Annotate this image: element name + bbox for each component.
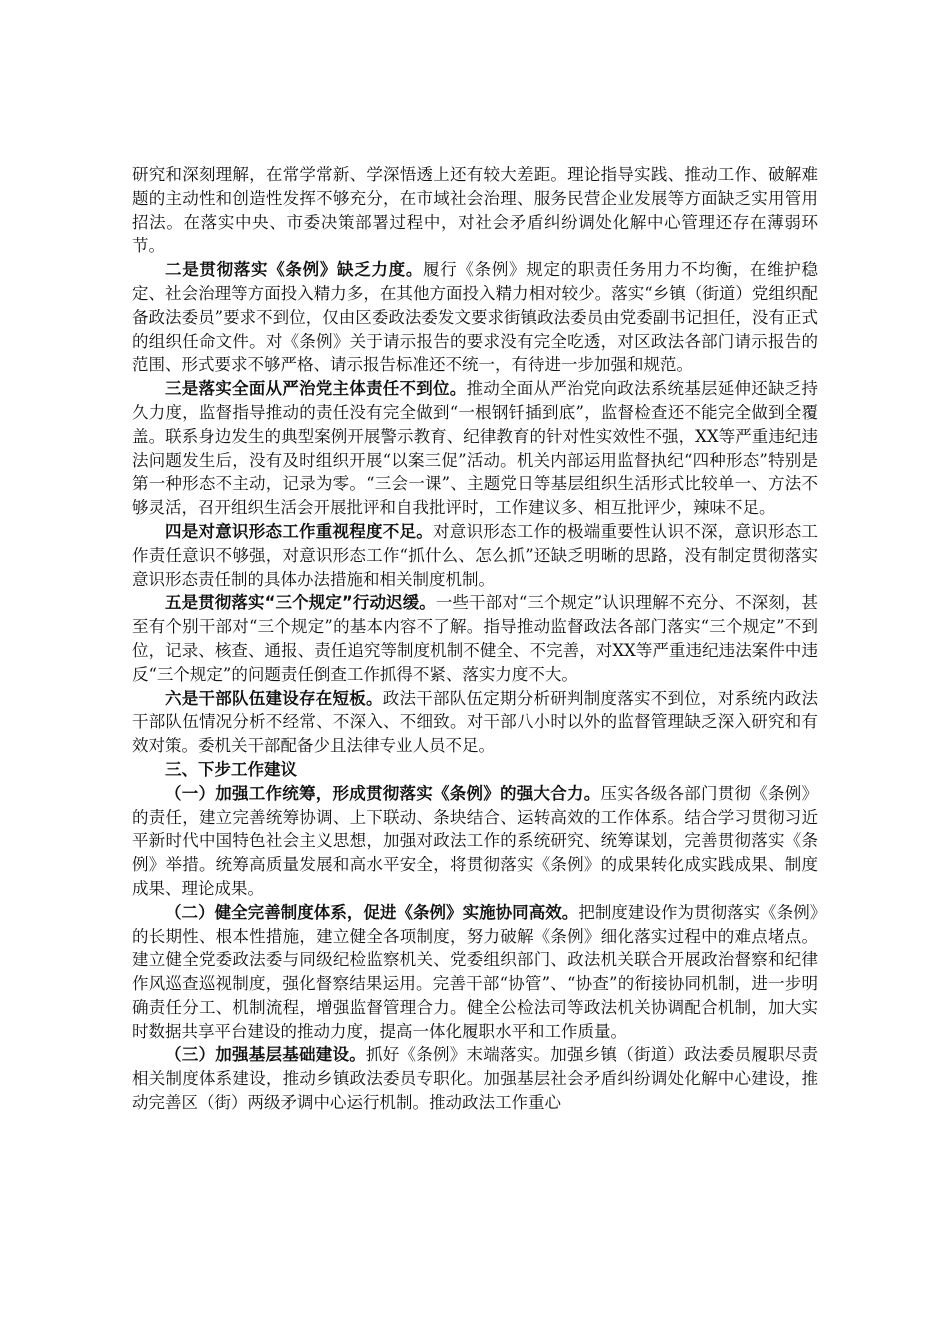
paragraph-lead: 二是贯彻落实《条例》缺乏力度。 [165,260,424,280]
paragraph-text: 一些干部对“三个规定”认识理解不充分、不深刻，甚至有个别干部对“三个规定”的基本内容不了解。指导推动监督政法各部门落实“三个规定”不到位，记录、核查、通报、责任追究等制度机制不健全、不完善，对XX等严重违纪违法案件中违反“三个规定”的问题责任倒查工作抓得不紧、落实力度不大。 [132,593,818,684]
paragraph-point-four [132,520,818,591]
section-heading-next-steps [132,758,818,782]
paragraph-text: 压实各级各部门贯彻《条例》的责任，建立完善统筹协调、上下联动、条块结合、运转高效的工作体系。结合学习贯彻习近平新时代中国特色社会主义思想，加强对政法工作的系统研究、统筹谋划，完善贯彻落实《条例》举措。统筹高质量发展和高水平安全，将贯彻落实《条例》的成果转化成实践成果、制度成果、理论成果。 [132,783,818,898]
paragraph-text: 对意识形态工作的极端重要性认识不深，意识形态工作责任意识不够强，对意识形态工作“抓什么、怎么抓”还缺乏明晰的思路，没有制定贯彻落实意识形态责任制的具体办法措施和相关制度机制。 [132,521,818,589]
paragraph-point-three [132,377,818,520]
paragraph-lead: （一）加强工作统筹，形成贯彻落实《条例》的强大合力。 [165,783,601,803]
paragraph-suggestion-three [132,1043,818,1114]
paragraph-text: 推动全面从严治党向政法系统基层延伸还缺乏持久力度，监督指导推动的责任没有完全做到“一根钢钎插到底”，监督检查还不能完全做到全覆盖。联系身边发生的典型案例开展警示教育、纪律教育的针对性实效性不强，XX等严重违纪违法问题发生后，没有及时组织开展“以案三促”活动。机关内部运用监督执纪“四种形态”特别是第一种形态不主动，记录为零。“三会一课”、主题党日等基层组织生活形式比较单一、方法不够灵活，召开组织生活会开展批评和自我批评时，工作建议多、相互批评少，辣味不足。 [132,379,818,518]
paragraph-lead: 五是贯彻落实“三个规定”行动迟缓。 [165,593,436,613]
paragraph-lead: （二）健全完善制度体系，促进《条例》实施协同高效。 [165,902,579,922]
paragraph-lead: 四是对意识形态工作重视程度不足。 [165,521,433,541]
paragraph-text: 履行《条例》规定的职责任务用力不均衡，在维护稳定、社会治理等方面投入精力多，在其他方面投入精力相对较少。落实“乡镇（街道）党组织配备政法委员”要求不到位，仅由区委政法委发文要求街镇政法委员由党委副书记担任，没有正式的组织任命文件。对《条例》关于请示报告的要求没有完全吃透，对区政法各部门请示报告的范围、形式要求不够严格、请示报告标准还不统一，有待进一步加强和规范。 [132,260,819,375]
paragraph-lead: 六是干部队伍建设存在短板。 [165,688,383,708]
paragraph-text: 研究和深刻理解，在常学常新、学深悟透上还有较大差距。理论指导实践、推动工作、破解难题的主动性和创造性发挥不够充分，在市域社会治理、服务民营企业发展等方面缺乏实用管用招法。在落实中央、市委决策部署过程中，对社会矛盾纠纷调处化解中心管理还存在薄弱环节。 [132,165,818,256]
paragraph-point-five [132,591,818,686]
paragraph-point-six [132,687,818,758]
document-body [132,163,818,1115]
paragraph-text: 把制度建设作为贯彻落实《条例》的长期性、根本性措施，建立健全各项制度，努力破解《条例》细化落实过程中的难点堵点。建立健全党委政法委与同级纪检监察机关、党委组织部门、政法机关联合开展政治督察和纪律作风巡查巡视制度，强化督察结果运用。完善干部“协管”、“协查”的衔接协同机制，进一步明确责任分工、机制流程，增强监督管理合力。健全公检法司等政法机关协调配合机制，加大实时数据共享平台建设的推动力度，提高一体化履职水平和工作质量。 [132,902,819,1041]
paragraph-suggestion-two [132,901,818,1044]
section-heading: 三、下步工作建议 [165,759,297,779]
paragraph-lead: 三是落实全面从严治党主体责任不到位。 [165,379,467,399]
paragraph-continuation [132,163,818,258]
paragraph-text: 抓好《条例》末端落实。加强乡镇（街道）政法委员履职尽责相关制度体系建设，推动乡镇政法委员专职化。加强基层社会矛盾纠纷调处化解中心建设，推动完善区（街）两级矛调中心运行机制。推动政法工作重心 [132,1045,818,1113]
paragraph-text: 政法干部队伍定期分析研判制度落实不到位，对系统内政法干部队伍情况分析不经常、不深入、不细致。对干部八小时以外的监督管理缺乏深入研究和有效对策。委机关干部配备少且法律专业人员不足。 [132,688,818,756]
paragraph-suggestion-one [132,782,818,901]
paragraph-lead: （三）加强基层基础建设。 [165,1045,366,1065]
paragraph-point-two [132,258,818,377]
